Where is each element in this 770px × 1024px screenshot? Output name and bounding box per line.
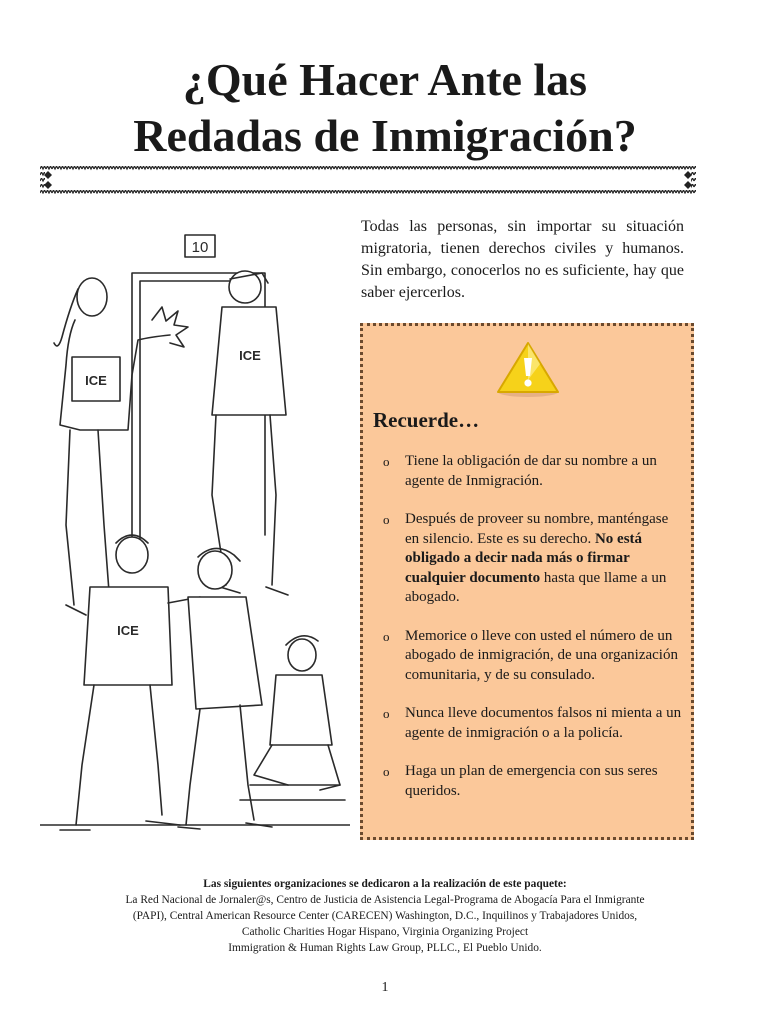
title-line-2: Redadas de Inmigración? bbox=[133, 110, 637, 161]
title-line-1: ¿Qué Hacer Ante las bbox=[182, 54, 588, 105]
vest-label-left: ICE bbox=[85, 373, 107, 388]
list-item-bold-text: No está obligado a decir nada más o firmar cualquier documento bbox=[405, 530, 643, 586]
agent-right bbox=[212, 271, 288, 595]
reminder-box bbox=[360, 323, 694, 840]
agent-bottom bbox=[60, 535, 200, 830]
door-number: 10 bbox=[191, 239, 209, 256]
list-item-text: Memorice o lleve con usted el número de un abogado de inmigración, de una organización comunitaria, y de su consulado. bbox=[405, 627, 678, 683]
raid-illustration bbox=[40, 225, 350, 850]
worker-center bbox=[178, 548, 272, 829]
list-item-text: Tiene la obligación de dar su nombre a un agente de Inmigración. bbox=[405, 453, 657, 489]
reminder-list bbox=[373, 452, 683, 820]
page-number: 1 bbox=[381, 980, 389, 995]
list-item bbox=[373, 452, 683, 491]
vest-label-right: ICE bbox=[239, 348, 261, 363]
decorative-divider bbox=[40, 166, 696, 194]
page-title bbox=[40, 52, 730, 164]
bullet-mark: o bbox=[383, 512, 390, 527]
list-item-text: Nunca lleve documentos falsos ni mienta a un agente de inmigración o a la policía. bbox=[405, 705, 682, 741]
bullet-mark: o bbox=[383, 764, 390, 779]
agent-left bbox=[54, 278, 170, 617]
bullet-mark: o bbox=[383, 628, 390, 644]
list-item bbox=[373, 627, 683, 686]
footer-line: Immigration & Human Rights Law Group, PLLC., El Pueblo Unido. bbox=[228, 942, 542, 954]
list-item bbox=[373, 704, 683, 743]
list-item-text: Después de proveer su nombre, manténgase en silencio. Este es su derecho. bbox=[405, 511, 669, 547]
bullet-mark: o bbox=[383, 706, 390, 721]
list-item bbox=[373, 510, 683, 608]
footer-line: (PAPI), Central American Resource Center (CARECEN) Washington, D.C., Inquilinos y Trabajadores Unidos, bbox=[132, 910, 638, 922]
footer-credits bbox=[40, 876, 730, 956]
vest-label-bottom: ICE bbox=[117, 623, 139, 638]
footer-line: Catholic Charities Hogar Hispano, Virginia Organizing Project bbox=[241, 926, 529, 938]
footer-line: La Red Nacional de Jornaler@s, Centro de Justicia de Asistencia Legal-Programa de Abogacía Para el Inmigrante bbox=[125, 894, 645, 906]
list-item bbox=[373, 762, 683, 801]
bullet-mark: o bbox=[383, 454, 390, 469]
intro-paragraph: Todas las personas, sin importar su situación migratoria, tienen derechos civiles y humanos. Sin embargo, conocerlos no es suficiente, hay que saber ejercerlos. bbox=[361, 218, 684, 301]
list-item-text-after: hasta que llame a un abogado. bbox=[405, 569, 667, 605]
footer-heading: Las siguientes organizaciones se dedicaron a la realización de este paquete: bbox=[203, 878, 567, 890]
worker-crouching bbox=[254, 636, 340, 790]
reminder-heading: Recuerde… bbox=[373, 408, 480, 432]
warning-icon bbox=[495, 340, 561, 398]
list-item-text: Haga un plan de emergencia con sus seres queridos. bbox=[405, 763, 658, 799]
